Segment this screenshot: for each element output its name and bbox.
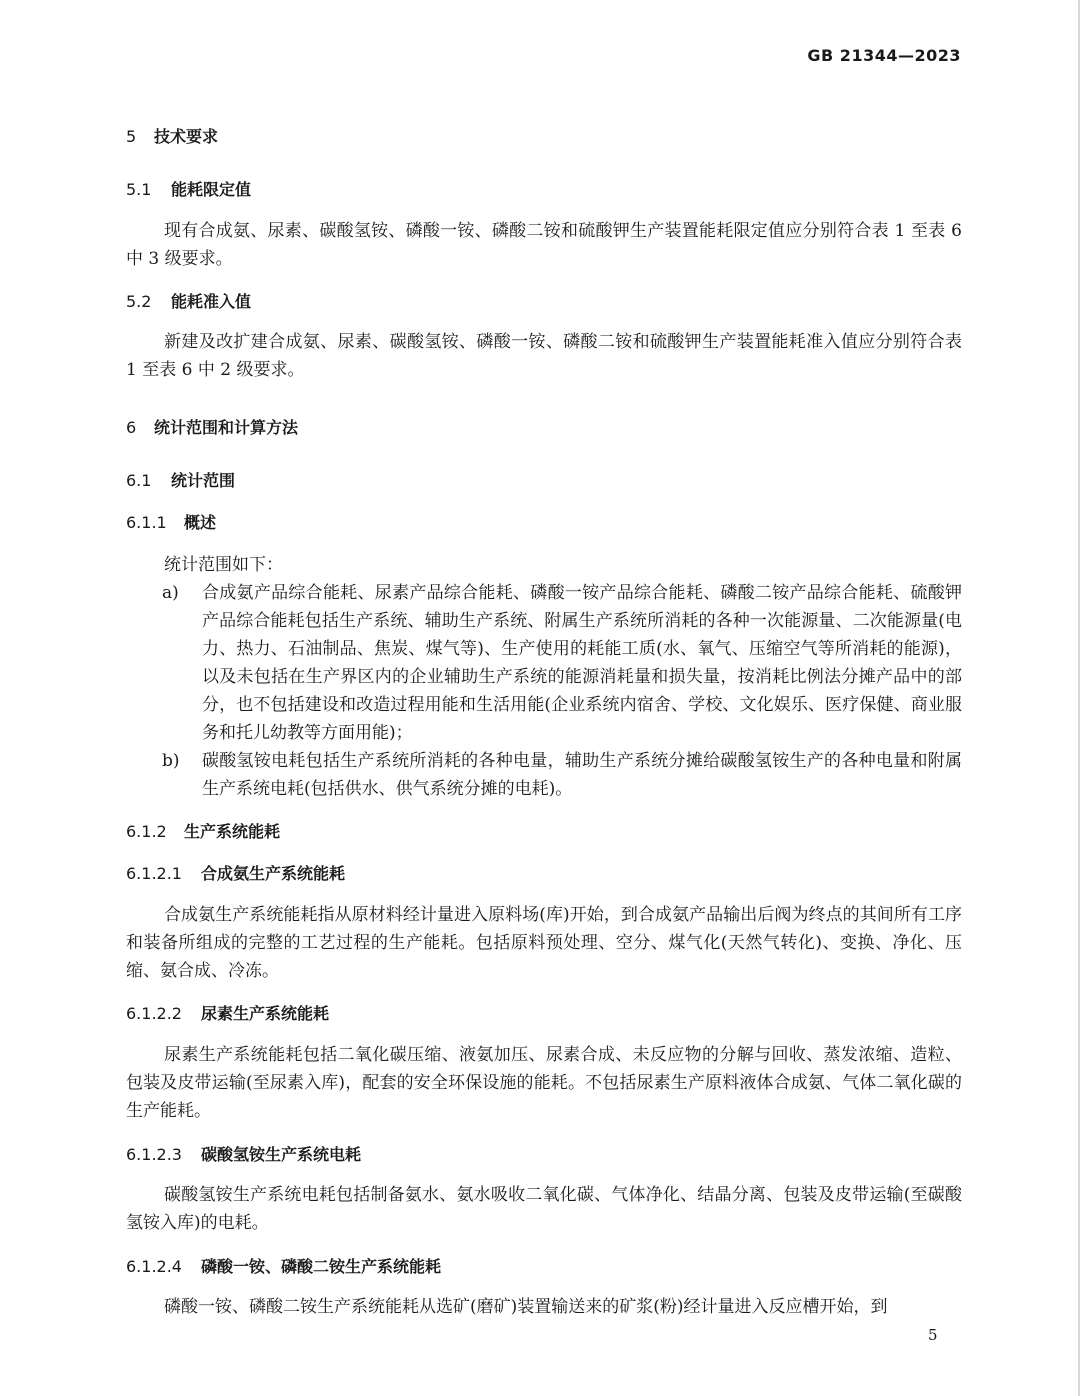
heading-6-1-2-2 — [126, 1001, 329, 1024]
heading-number: 5 — [126, 127, 137, 146]
heading-number: 6.1.2.2 — [126, 1004, 182, 1023]
heading-title: 生产系统能耗 — [184, 822, 281, 841]
heading-title: 统计范围 — [171, 471, 236, 490]
paragraph-6-1-2-4: 磷酸一铵、磷酸二铵生产系统能耗从选矿(磨矿)装置输送来的矿浆(粉)经计量进入反应槽开始，到 — [164, 1297, 888, 1317]
list-marker: b) — [162, 751, 180, 771]
heading-6-1-2 — [126, 819, 280, 842]
heading-number: 6.1.2.4 — [126, 1257, 182, 1276]
heading-number: 5.1 — [126, 180, 152, 199]
paragraph-6-1-2-1: 合成氨生产系统能耗指从原材料经计量进入原料场(库)开始，到合成氨产品输出后阀为终点的其间所有工序和装备所组成的完整的工艺过程的生产能耗。包括原料预处理、空分、煤气化(天然气转化)、变换、净化、压缩、氨合成、冷冻。 — [126, 905, 962, 981]
heading-title: 能耗限定值 — [171, 180, 252, 199]
heading-title: 碳酸氢铵生产系统电耗 — [201, 1145, 362, 1164]
heading-number: 6 — [126, 418, 137, 437]
heading-6-1-1 — [126, 510, 216, 533]
heading-number: 6.1.2.1 — [126, 864, 182, 883]
list-item-text: 碳酸氢铵电耗包括生产系统所消耗的各种电量，辅助生产系统分摊给碳酸氢铵生产的各种电量和附属生产系统电耗(包括供水、供气系统分摊的电耗)。 — [202, 751, 962, 799]
heading-6-1-2-3 — [126, 1142, 361, 1165]
page-number: 5 — [928, 1326, 938, 1344]
heading-5 — [126, 124, 218, 147]
paragraph-5-1: 现有合成氨、尿素、碳酸氢铵、磷酸一铵、磷酸二铵和硫酸钾生产装置能耗限定值应分别符合表 1 至表 6 中 3 级要求。 — [126, 221, 962, 269]
list-marker: a) — [162, 583, 179, 603]
list-item — [126, 747, 962, 803]
heading-6-1-2-4 — [126, 1254, 441, 1277]
heading-title: 技术要求 — [154, 127, 219, 146]
heading-6-1-2-1 — [126, 861, 345, 884]
paragraph-6-1-2-3: 碳酸氢铵生产系统电耗包括制备氨水、氨水吸收二氧化碳、气体净化、结晶分离、包装及皮带运输(至碳酸氢铵入库)的电耗。 — [126, 1185, 962, 1233]
heading-number: 5.2 — [126, 292, 152, 311]
list-intro: 统计范围如下： — [164, 555, 283, 575]
heading-6 — [126, 415, 298, 438]
heading-number: 6.1.2.3 — [126, 1145, 182, 1164]
heading-number: 6.1.2 — [126, 822, 167, 841]
list-item — [126, 579, 962, 747]
heading-title: 尿素生产系统能耗 — [201, 1004, 330, 1023]
heading-5-1 — [126, 177, 251, 200]
standard-code: GB 21344—2023 — [807, 46, 961, 65]
heading-5-2 — [126, 289, 251, 312]
list-item-text: 合成氨产品综合能耗、尿素产品综合能耗、磷酸一铵产品综合能耗、磷酸二铵产品综合能耗、硫酸钾产品综合能耗包括生产系统、辅助生产系统、附属生产系统所消耗的各种一次能源量、二次能源量(电力、热力、石油制品、焦炭、煤气等)、生产使用的耗能工质(水、氧气、压缩空气等所消耗的能源)，以及未包括在生产界区内的企业辅助生产系统的能源消耗量和损失量，按消耗比例法分摊产品中的部分，也不包括建设和改造过程用能和生活用能(企业系统内宿舍、学校、文化娱乐、医疗保健、商业服务和托儿幼教等方面用能)； — [202, 583, 962, 743]
heading-6-1 — [126, 468, 235, 491]
heading-title: 合成氨生产系统能耗 — [201, 864, 346, 883]
heading-number: 6.1.1 — [126, 513, 167, 532]
heading-title: 概述 — [184, 513, 217, 532]
heading-title: 统计范围和计算方法 — [154, 418, 299, 437]
heading-title: 能耗准入值 — [171, 292, 252, 311]
heading-title: 磷酸一铵、磷酸二铵生产系统能耗 — [201, 1257, 442, 1276]
paragraph-5-2: 新建及改扩建合成氨、尿素、碳酸氢铵、磷酸一铵、磷酸二铵和硫酸钾生产装置能耗准入值应分别符合表 1 至表 6 中 2 级要求。 — [126, 332, 962, 380]
paragraph-6-1-2-2: 尿素生产系统能耗包括二氧化碳压缩、液氨加压、尿素合成、未反应物的分解与回收、蒸发浓缩、造粒、包装及皮带运输(至尿素入库)，配套的安全环保设施的能耗。不包括尿素生产原料液体合成氨、气体二氧化碳的生产能耗。 — [126, 1045, 962, 1121]
heading-number: 6.1 — [126, 471, 152, 490]
